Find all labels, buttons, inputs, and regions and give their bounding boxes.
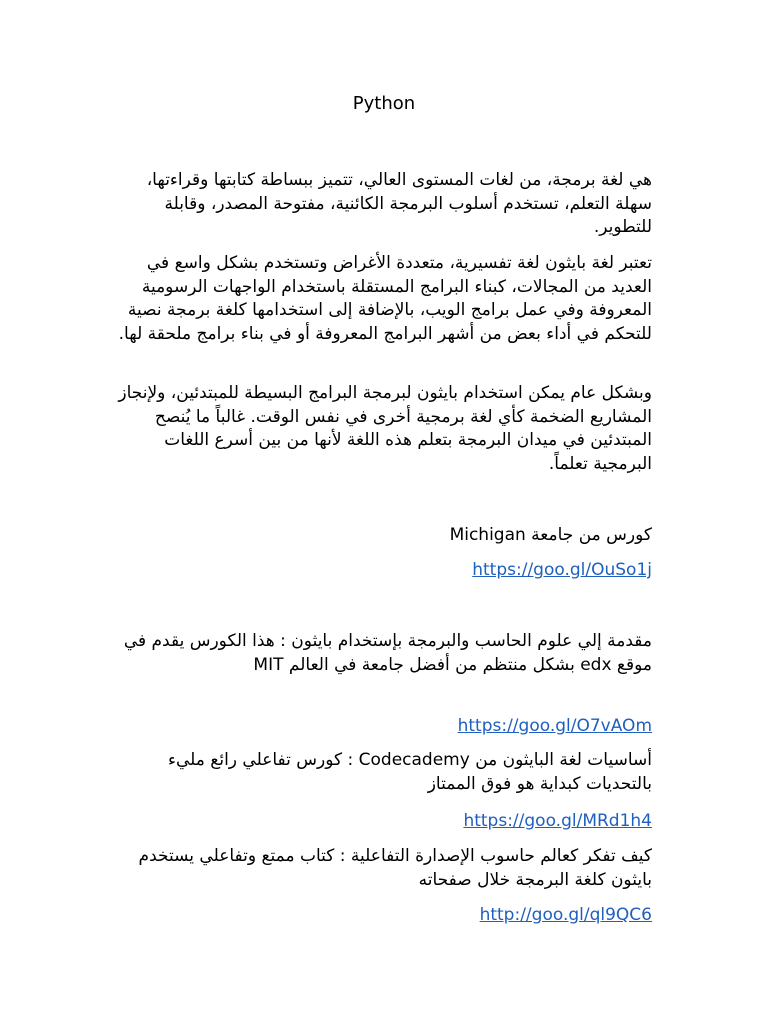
resource-link-row	[116, 559, 652, 582]
beginners-paragraph: وبشكل عام يمكن استخدام بايثون لبرمجة البرامج البسيطة للمبتدئين، ولإنجاز المشاريع الضخمة كأي لغة برمجية أخرى في نفس الوقت. غالباً ما يُنصح المبتدئين في ميدان البرمجة بتعلم هذه اللغة لأنها من بين أسرع اللغات البرمجية تعلماً.	[118, 383, 652, 474]
resource-link-row	[116, 810, 652, 833]
usage-paragraph: تعتبر لغة بايثون لغة تفسيرية، متعددة الأغراض وتستخدم بشكل واسع في العديد من المجالات، كبناء البرامج المستقلة باستخدام الواجهات الرسومية المعروفة وفي عمل برامج الويب، بالإضافة إلى استخدامها كلغة برمجة نصية للتحكم في أداء بعض من أشهر البرامج المعروفة أو في بناء برامج ملحقة لها.	[118, 253, 652, 344]
resource-description: أساسيات لغة البايثون من Codecademy : كورس تفاعلي رائع مليء بالتحديات كبداية هو فوق الممتاز	[167, 750, 652, 794]
resource-link[interactable]: https://goo.gl/MRd1h4	[463, 811, 652, 831]
resource-link-row	[116, 715, 652, 738]
resource-description: كورس من جامعة Michigan	[449, 525, 652, 545]
intro-paragraph: هي لغة برمجة، من لغات المستوى العالي، تتميز ببساطة كتابتها وقراءتها، سهلة التعلم، تستخدم أسلوب البرمجة الكائنية، مفتوحة المصدر، وقابلة للتطوير.	[146, 170, 652, 237]
resource-description: مقدمة إلي علوم الحاسب والبرمجة بإستخدام بايثون : هذا الكورس يقدم في موقع edx بشكل منتظم من أفضل جامعة في العالم MIT	[123, 631, 652, 675]
resource-link-row	[116, 904, 652, 927]
resource-link[interactable]: https://goo.gl/O7vAOm	[457, 716, 652, 736]
resource-description: كيف تفكر كعالم حاسوب الإصدارة التفاعلية : كتاب ممتع وتفاعلي يستخدم بايثون كلغة البرمجة خلال صفحاته	[138, 846, 652, 890]
document-title: Python	[352, 93, 416, 114]
resource-link[interactable]: http://goo.gl/ql9QC6	[479, 905, 652, 925]
resource-link[interactable]: https://goo.gl/OuSo1j	[472, 560, 652, 580]
